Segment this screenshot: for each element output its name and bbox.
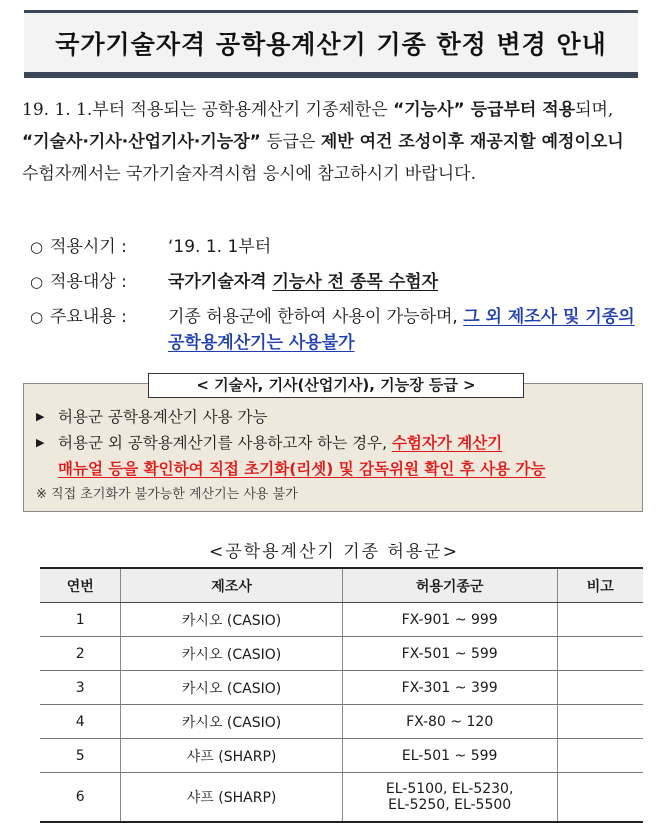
page-title: 국가기술자격 공학용계산기 기종 한정 변경 안내 <box>55 29 607 59</box>
cell-models <box>342 773 557 823</box>
cell-remarks <box>557 705 643 739</box>
cell-remarks <box>557 773 643 823</box>
info-value <box>168 269 645 295</box>
cell-remarks <box>557 671 643 705</box>
cell-models: FX-901 ~ 999 <box>342 603 557 637</box>
table-row <box>40 603 643 637</box>
notice-line <box>36 430 636 456</box>
info-label: 적용대상 : <box>50 272 127 292</box>
intro-bold-3: 제반 여건 조성이후 재공지할 예정이오니 <box>320 132 624 152</box>
notice-line-highlight: 매뉴얼 등을 확인하여 직접 초기화(리셋) 및 감독위원 확인 후 사용 가능 <box>58 460 546 478</box>
intro-text-4: 수험자께서는 국가기술자격시험 응시에 참고하시기 바랍니다. <box>22 164 476 184</box>
info-item-target <box>30 269 645 295</box>
notice-line-text: 허용군 공학용계산기 사용 가능 <box>58 408 268 426</box>
intro-bold-2: “기술사·기사·산업기사·기능장” <box>22 132 261 152</box>
table-title: <공학용계산기 기종 허용군> <box>209 542 459 562</box>
intro-text-1: 19. 1. 1.부터 적용되는 공학용계산기 기종제한은 <box>22 100 394 120</box>
table-header-row <box>40 568 643 603</box>
cell-maker: 샤프 (SHARP) <box>121 773 342 823</box>
cell-remarks <box>557 637 643 671</box>
cell-maker: 샤프 (SHARP) <box>121 739 342 773</box>
notice-body <box>36 404 636 506</box>
cell-remarks <box>557 739 643 773</box>
info-value-pre: 기종 허용군에 한하여 사용이 가능하며, <box>168 307 464 327</box>
cell-number: 1 <box>40 603 121 637</box>
intro-text-3: 등급은 <box>260 132 321 152</box>
info-list <box>30 234 645 365</box>
cell-models-line: EL-5250, EL-5500 <box>388 797 512 813</box>
cell-number: 2 <box>40 637 121 671</box>
column-header-maker: 제조사 <box>121 568 342 603</box>
circle-bullet-icon: ○ <box>30 238 44 256</box>
cell-maker: 카시오 (CASIO) <box>121 705 342 739</box>
cell-models: FX-80 ~ 120 <box>342 705 557 739</box>
column-header-models: 허용기종군 <box>342 568 557 603</box>
info-item-content <box>30 304 645 356</box>
cell-remarks <box>557 603 643 637</box>
circle-bullet-icon: ○ <box>30 308 44 326</box>
table-row <box>40 705 643 739</box>
cell-maker: 카시오 (CASIO) <box>121 671 342 705</box>
table-row <box>40 637 643 671</box>
info-label: 적용시기 : <box>50 237 127 257</box>
info-value <box>168 304 645 356</box>
info-label: 주요내용 : <box>50 307 127 327</box>
triangle-bullet-icon: ▶ <box>36 436 45 449</box>
table-row <box>40 671 643 705</box>
info-value-underlined: 기능사 전 종목 수험자 <box>272 272 439 292</box>
circle-bullet-icon: ○ <box>30 273 44 291</box>
notice-header: < 기술사, 기사(산업기사), 기능장 등급 > <box>148 373 524 398</box>
table-row <box>40 739 643 773</box>
cell-number: 4 <box>40 705 121 739</box>
notice-line-highlight: 수험자가 계산기 <box>391 434 503 452</box>
cell-number: 5 <box>40 739 121 773</box>
allowed-calculator-table <box>40 567 643 823</box>
intro-text-2: 되며, <box>575 100 614 120</box>
cell-maker: 카시오 (CASIO) <box>121 637 342 671</box>
info-value-highlight: 그 외 제조사 및 기종의 공학용계산기는 사용불가 <box>168 307 635 353</box>
intro-paragraph <box>22 94 644 190</box>
info-value-pre: 국가기술자격 <box>168 272 273 292</box>
cell-models: EL-501 ~ 599 <box>342 739 557 773</box>
table-row <box>40 773 643 823</box>
cell-models: FX-501 ~ 599 <box>342 637 557 671</box>
cell-models-line: EL-5100, EL-5230, <box>385 781 514 797</box>
cell-maker: 카시오 (CASIO) <box>121 603 342 637</box>
triangle-bullet-icon: ▶ <box>36 410 45 423</box>
title-banner <box>24 10 638 78</box>
intro-bold-1: “기능사” 등급부터 적용 <box>393 100 576 120</box>
notice-line-text <box>58 430 502 456</box>
notice-footnote: ※ 직접 초기화가 불가능한 계산기는 사용 불가 <box>36 487 298 502</box>
notice-line <box>36 404 636 430</box>
notice-line-pre: 허용군 외 공학용계산기를 사용하고자 하는 경우, <box>58 434 392 452</box>
info-item-period <box>30 234 645 260</box>
notice-line <box>36 456 636 482</box>
column-header-remarks: 비고 <box>557 568 643 603</box>
cell-number: 6 <box>40 773 121 823</box>
info-value: ‘19. 1. 1부터 <box>168 237 272 257</box>
cell-models: FX-301 ~ 399 <box>342 671 557 705</box>
column-header-number: 연번 <box>40 568 121 603</box>
cell-number: 3 <box>40 671 121 705</box>
